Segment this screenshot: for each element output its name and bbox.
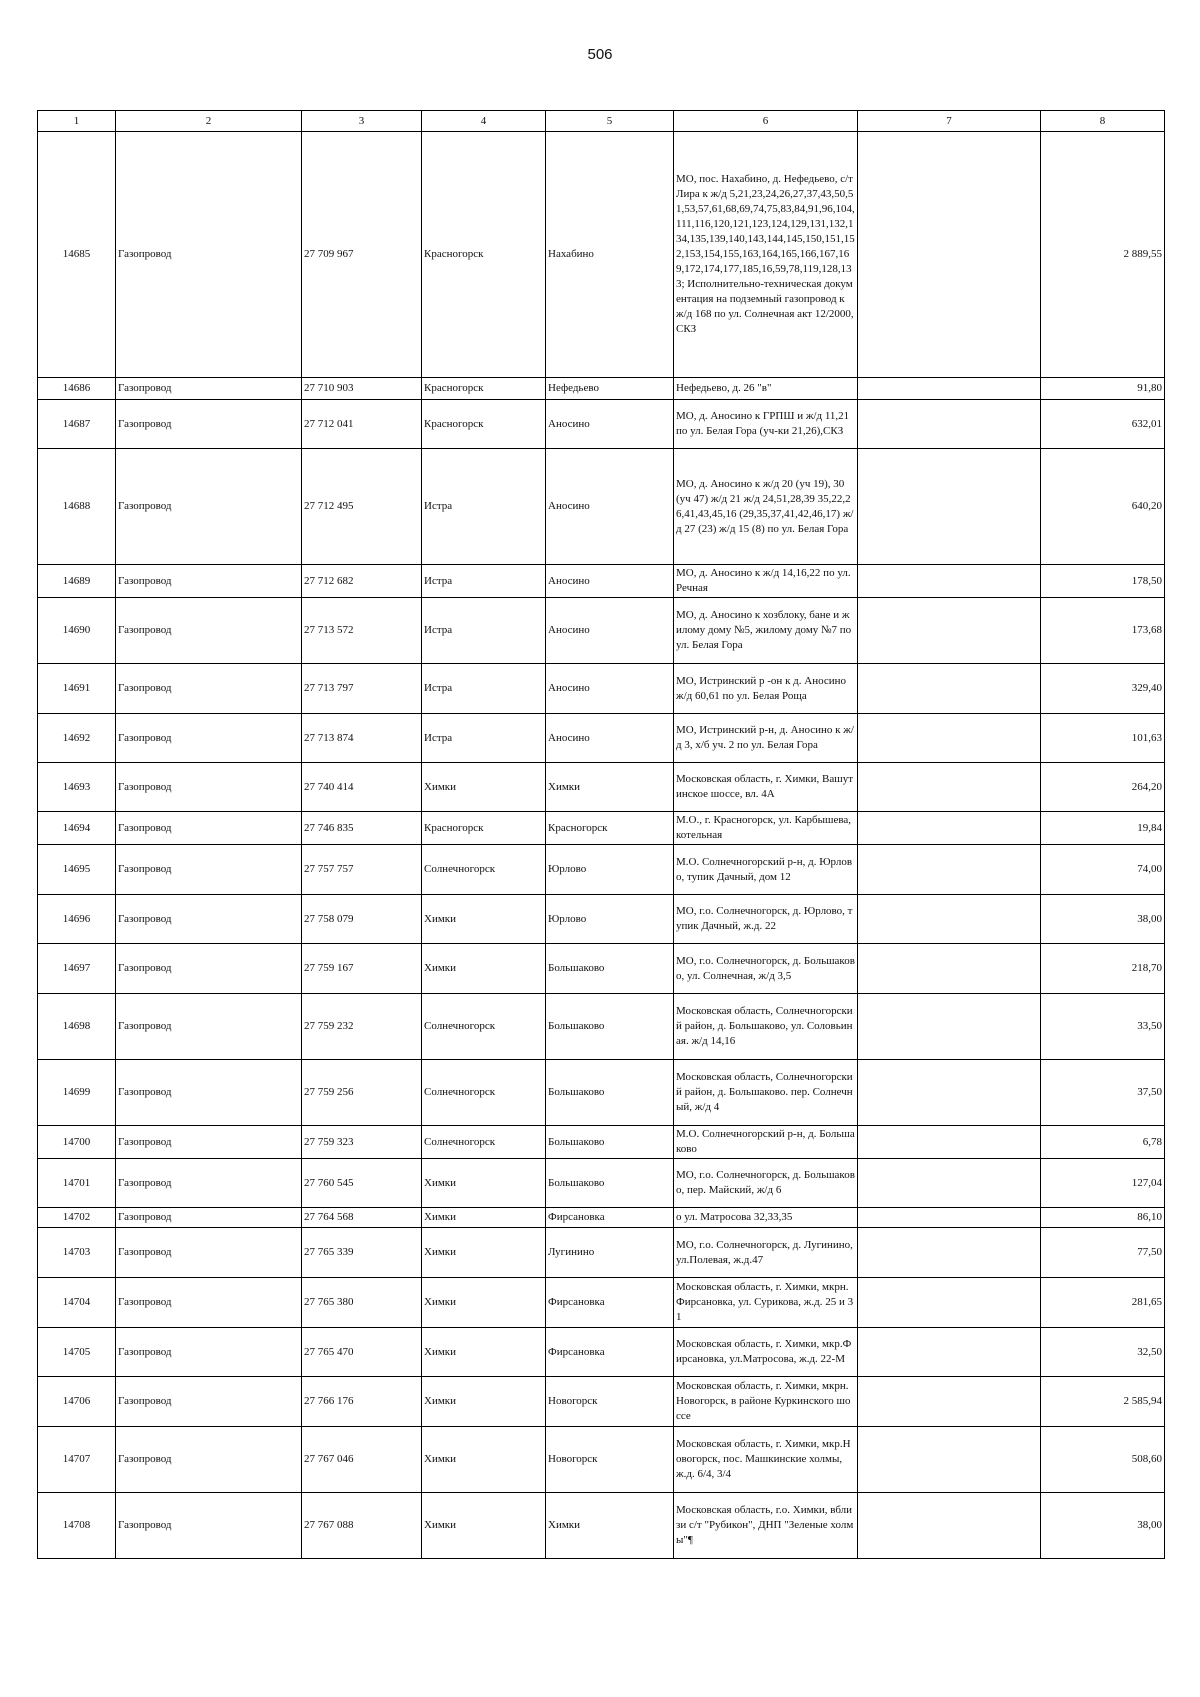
row-number-cell: 14695 (38, 845, 116, 895)
inventory-code-cell: 27 740 414 (302, 763, 422, 812)
locality-cell: Красногорск (546, 812, 674, 845)
column-7-cell (858, 1060, 1041, 1126)
column-7-cell (858, 845, 1041, 895)
object-type-cell: Газопровод (116, 812, 302, 845)
row-number-cell: 14708 (38, 1493, 116, 1559)
object-type-cell: Газопровод (116, 895, 302, 944)
table-row (38, 1126, 1165, 1159)
registry-table (37, 110, 1165, 1559)
row-number-cell: 14705 (38, 1328, 116, 1377)
object-type-cell: Газопровод (116, 378, 302, 400)
inventory-code-cell: 27 712 682 (302, 565, 422, 598)
table-row (38, 812, 1165, 845)
column-header: 2 (116, 111, 302, 132)
address-cell: МО, д. Аносино к хозблоку, бане и жилому дому №5, жилому дому №7 по ул. Белая Гора (674, 598, 858, 664)
column-7-cell (858, 449, 1041, 565)
length-value-cell: 37,50 (1041, 1060, 1165, 1126)
object-type-cell: Газопровод (116, 1208, 302, 1228)
object-type-cell: Газопровод (116, 664, 302, 714)
locality-cell: Фирсановка (546, 1208, 674, 1228)
district-cell: Солнечногорск (422, 994, 546, 1060)
inventory-code-cell: 27 759 323 (302, 1126, 422, 1159)
locality-cell: Большаково (546, 1126, 674, 1159)
row-number-cell: 14685 (38, 132, 116, 378)
address-cell: о ул. Матросова 32,33,35 (674, 1208, 858, 1228)
table-row (38, 1228, 1165, 1278)
inventory-code-cell: 27 767 088 (302, 1493, 422, 1559)
column-7-cell (858, 1208, 1041, 1228)
object-type-cell: Газопровод (116, 714, 302, 763)
district-cell: Химки (422, 763, 546, 812)
inventory-code-cell: 27 713 874 (302, 714, 422, 763)
locality-cell: Аносино (546, 565, 674, 598)
length-value-cell: 19,84 (1041, 812, 1165, 845)
address-cell: Московская область, г.о. Химки, вблизи с/т "Рубикон", ДНП "Зеленые холмы"¶ (674, 1493, 858, 1559)
district-cell: Химки (422, 1278, 546, 1328)
locality-cell: Аносино (546, 664, 674, 714)
row-number-cell: 14703 (38, 1228, 116, 1278)
row-number-cell: 14698 (38, 994, 116, 1060)
object-type-cell: Газопровод (116, 132, 302, 378)
inventory-code-cell: 27 767 046 (302, 1427, 422, 1493)
table-row (38, 1278, 1165, 1328)
district-cell: Химки (422, 1208, 546, 1228)
length-value-cell: 632,01 (1041, 400, 1165, 449)
object-type-cell: Газопровод (116, 1278, 302, 1328)
row-number-cell: 14688 (38, 449, 116, 565)
object-type-cell: Газопровод (116, 565, 302, 598)
address-cell: МО, г.о. Солнечногорск, д. Большаково, ул. Солнечная, ж/д 3,5 (674, 944, 858, 994)
length-value-cell: 264,20 (1041, 763, 1165, 812)
table-row (38, 944, 1165, 994)
locality-cell: Аносино (546, 400, 674, 449)
length-value-cell: 2 889,55 (1041, 132, 1165, 378)
object-type-cell: Газопровод (116, 400, 302, 449)
row-number-cell: 14699 (38, 1060, 116, 1126)
inventory-code-cell: 27 760 545 (302, 1159, 422, 1208)
address-cell: Московская область, г. Химки, Вашутинское шоссе, вл. 4А (674, 763, 858, 812)
object-type-cell: Газопровод (116, 449, 302, 565)
inventory-code-cell: 27 764 568 (302, 1208, 422, 1228)
page-number: 506 (587, 46, 613, 63)
locality-cell: Нахабино (546, 132, 674, 378)
length-value-cell: 74,00 (1041, 845, 1165, 895)
district-cell: Красногорск (422, 132, 546, 378)
inventory-code-cell: 27 710 903 (302, 378, 422, 400)
address-cell: МО, г.о. Солнечногорск, д. Юрлово, тупик Дачный, ж.д. 22 (674, 895, 858, 944)
object-type-cell: Газопровод (116, 598, 302, 664)
locality-cell: Большаково (546, 1159, 674, 1208)
address-cell: М.О. Солнечногорский р-н, д. Большаково (674, 1126, 858, 1159)
address-cell: Московская область, г. Химки, мкрн. Новогорск, в районе Куркинского шоссе (674, 1377, 858, 1427)
locality-cell: Новогорск (546, 1427, 674, 1493)
length-value-cell: 2 585,94 (1041, 1377, 1165, 1427)
locality-cell: Аносино (546, 598, 674, 664)
column-7-cell (858, 714, 1041, 763)
district-cell: Солнечногорск (422, 1126, 546, 1159)
table-row (38, 400, 1165, 449)
length-value-cell: 32,50 (1041, 1328, 1165, 1377)
locality-cell: Аносино (546, 449, 674, 565)
column-7-cell (858, 1377, 1041, 1427)
address-cell: МО, Истринский р -он к д. Аносино ж/д 60,61 по ул. Белая Роща (674, 664, 858, 714)
locality-cell: Юрлово (546, 845, 674, 895)
address-cell: МО, д. Аносино к ж/д 14,16,22 по ул. Речная (674, 565, 858, 598)
inventory-code-cell: 27 712 495 (302, 449, 422, 565)
address-cell: М.О., г. Красногорск, ул. Карбышева, котельная (674, 812, 858, 845)
inventory-code-cell: 27 712 041 (302, 400, 422, 449)
length-value-cell: 329,40 (1041, 664, 1165, 714)
district-cell: Химки (422, 1493, 546, 1559)
length-value-cell: 127,04 (1041, 1159, 1165, 1208)
locality-cell: Химки (546, 1493, 674, 1559)
table-row (38, 1377, 1165, 1427)
address-cell: МО, пос. Нахабино, д. Нефедьево, с/т Лира к ж/д 5,21,23,24,26,27,37,43,50,51,53,57,61,68,69,74,75,83,84,91,96,104,111,116,120,121,123,124,129,131,132,134,135,139,140,143,144,145,150,151,152,153,154,155,163,164,165,166,167,169,172,174,177,185,16,59,78,119,128,133; Исполнительно-техническая документация на подземный газопровод к ж/д 168 по ул. Солнечная акт 12/2000,СКЗ (674, 132, 858, 378)
length-value-cell: 178,50 (1041, 565, 1165, 598)
district-cell: Красногорск (422, 812, 546, 845)
row-number-cell: 14697 (38, 944, 116, 994)
row-number-cell: 14687 (38, 400, 116, 449)
column-header: 5 (546, 111, 674, 132)
column-7-cell (858, 1278, 1041, 1328)
column-7-cell (858, 132, 1041, 378)
column-header: 4 (422, 111, 546, 132)
row-number-cell: 14690 (38, 598, 116, 664)
column-7-cell (858, 944, 1041, 994)
column-7-cell (858, 812, 1041, 845)
address-cell: Московская область, г. Химки, мкрн. Фирсановка, ул. Сурикова, ж.д. 25 и 31 (674, 1278, 858, 1328)
column-7-cell (858, 664, 1041, 714)
locality-cell: Новогорск (546, 1377, 674, 1427)
locality-cell: Большаково (546, 1060, 674, 1126)
row-number-cell: 14700 (38, 1126, 116, 1159)
address-cell: Московская область, Солнечногорский район, д. Большаково. пер. Солнечный, ж/д 4 (674, 1060, 858, 1126)
object-type-cell: Газопровод (116, 1427, 302, 1493)
address-cell: Московская область, г. Химки, мкр.Новогорск, пос. Машкинские холмы, ж.д. 6/4, 3/4 (674, 1427, 858, 1493)
column-7-cell (858, 1493, 1041, 1559)
locality-cell: Большаково (546, 994, 674, 1060)
length-value-cell: 173,68 (1041, 598, 1165, 664)
inventory-code-cell: 27 759 256 (302, 1060, 422, 1126)
address-cell: МО, д. Аносино к ж/д 20 (уч 19), 30 (уч 47) ж/д 21 ж/д 24,51,28,39 35,22,26,41,43,45,16 (29,35,37,41,42,46,17) ж/д 27 (23) ж/д 15 (8) по ул. Белая Гора (674, 449, 858, 565)
object-type-cell: Газопровод (116, 1126, 302, 1159)
length-value-cell: 281,65 (1041, 1278, 1165, 1328)
object-type-cell: Газопровод (116, 1060, 302, 1126)
table-row (38, 1328, 1165, 1377)
length-value-cell: 86,10 (1041, 1208, 1165, 1228)
address-cell: Нефедьево, д. 26 "в" (674, 378, 858, 400)
row-number-cell: 14691 (38, 664, 116, 714)
row-number-cell: 14689 (38, 565, 116, 598)
inventory-code-cell: 27 746 835 (302, 812, 422, 845)
address-cell: МО, Истринский р-н, д. Аносино к ж/д 3, х/б уч. 2 по ул. Белая Гора (674, 714, 858, 763)
row-number-cell: 14701 (38, 1159, 116, 1208)
inventory-code-cell: 27 713 572 (302, 598, 422, 664)
length-value-cell: 33,50 (1041, 994, 1165, 1060)
locality-cell: Большаково (546, 944, 674, 994)
district-cell: Красногорск (422, 400, 546, 449)
locality-cell: Лугинино (546, 1228, 674, 1278)
length-value-cell: 640,20 (1041, 449, 1165, 565)
column-7-cell (858, 378, 1041, 400)
length-value-cell: 91,80 (1041, 378, 1165, 400)
locality-cell: Химки (546, 763, 674, 812)
inventory-code-cell: 27 758 079 (302, 895, 422, 944)
object-type-cell: Газопровод (116, 1493, 302, 1559)
inventory-code-cell: 27 709 967 (302, 132, 422, 378)
address-cell: МО, г.о. Солнечногорск, д. Большаково, пер. Майский, ж/д 6 (674, 1159, 858, 1208)
length-value-cell: 38,00 (1041, 895, 1165, 944)
inventory-code-cell: 27 765 380 (302, 1278, 422, 1328)
column-7-cell (858, 598, 1041, 664)
row-number-cell: 14693 (38, 763, 116, 812)
district-cell: Химки (422, 895, 546, 944)
table-row (38, 132, 1165, 378)
table-row (38, 449, 1165, 565)
district-cell: Химки (422, 944, 546, 994)
table-row (38, 1159, 1165, 1208)
district-cell: Истра (422, 714, 546, 763)
row-number-cell: 14702 (38, 1208, 116, 1228)
inventory-code-cell: 27 713 797 (302, 664, 422, 714)
column-7-cell (858, 400, 1041, 449)
length-value-cell: 38,00 (1041, 1493, 1165, 1559)
inventory-code-cell: 27 765 470 (302, 1328, 422, 1377)
locality-cell: Юрлово (546, 895, 674, 944)
inventory-code-cell: 27 766 176 (302, 1377, 422, 1427)
object-type-cell: Газопровод (116, 1228, 302, 1278)
district-cell: Химки (422, 1228, 546, 1278)
column-7-cell (858, 565, 1041, 598)
header-row (38, 111, 1165, 132)
row-number-cell: 14706 (38, 1377, 116, 1427)
column-header: 8 (1041, 111, 1165, 132)
address-cell: М.О. Солнечногорский р-н, д. Юрлово, тупик Дачный, дом 12 (674, 845, 858, 895)
length-value-cell: 77,50 (1041, 1228, 1165, 1278)
table-row (38, 1060, 1165, 1126)
column-7-cell (858, 1427, 1041, 1493)
address-cell: Московская область, г. Химки, мкр.Фирсановка, ул.Матросова, ж.д. 22-М (674, 1328, 858, 1377)
row-number-cell: 14707 (38, 1427, 116, 1493)
address-cell: МО, д. Аносино к ГРПШ и ж/д 11,21 по ул. Белая Гора (уч-ки 21,26),СКЗ (674, 400, 858, 449)
column-header: 7 (858, 111, 1041, 132)
object-type-cell: Газопровод (116, 994, 302, 1060)
object-type-cell: Газопровод (116, 1377, 302, 1427)
column-header: 3 (302, 111, 422, 132)
column-7-cell (858, 994, 1041, 1060)
district-cell: Химки (422, 1377, 546, 1427)
table-row (38, 763, 1165, 812)
table-row (38, 1427, 1165, 1493)
locality-cell: Нефедьево (546, 378, 674, 400)
district-cell: Солнечногорск (422, 845, 546, 895)
district-cell: Истра (422, 449, 546, 565)
district-cell: Истра (422, 664, 546, 714)
locality-cell: Фирсановка (546, 1278, 674, 1328)
table-row (38, 598, 1165, 664)
object-type-cell: Газопровод (116, 1328, 302, 1377)
column-7-cell (858, 1126, 1041, 1159)
table-row (38, 565, 1165, 598)
row-number-cell: 14692 (38, 714, 116, 763)
inventory-code-cell: 27 759 167 (302, 944, 422, 994)
inventory-code-cell: 27 765 339 (302, 1228, 422, 1278)
length-value-cell: 508,60 (1041, 1427, 1165, 1493)
column-7-cell (858, 1228, 1041, 1278)
column-7-cell (858, 1159, 1041, 1208)
district-cell: Химки (422, 1427, 546, 1493)
row-number-cell: 14696 (38, 895, 116, 944)
district-cell: Истра (422, 598, 546, 664)
locality-cell: Фирсановка (546, 1328, 674, 1377)
inventory-code-cell: 27 759 232 (302, 994, 422, 1060)
table-row (38, 895, 1165, 944)
address-cell: Московская область, Солнечногорский район, д. Большаково, ул. Соловьиная. ж/д 14,16 (674, 994, 858, 1060)
district-cell: Химки (422, 1328, 546, 1377)
length-value-cell: 6,78 (1041, 1126, 1165, 1159)
table-row (38, 378, 1165, 400)
locality-cell: Аносино (546, 714, 674, 763)
table-row (38, 664, 1165, 714)
length-value-cell: 101,63 (1041, 714, 1165, 763)
district-cell: Истра (422, 565, 546, 598)
length-value-cell: 218,70 (1041, 944, 1165, 994)
table-row (38, 1208, 1165, 1228)
column-header: 6 (674, 111, 858, 132)
district-cell: Красногорск (422, 378, 546, 400)
object-type-cell: Газопровод (116, 944, 302, 994)
table-row (38, 714, 1165, 763)
table-row (38, 994, 1165, 1060)
column-7-cell (858, 763, 1041, 812)
row-number-cell: 14704 (38, 1278, 116, 1328)
row-number-cell: 14694 (38, 812, 116, 845)
object-type-cell: Газопровод (116, 845, 302, 895)
row-number-cell: 14686 (38, 378, 116, 400)
district-cell: Солнечногорск (422, 1060, 546, 1126)
column-header: 1 (38, 111, 116, 132)
column-7-cell (858, 1328, 1041, 1377)
table-row (38, 845, 1165, 895)
inventory-code-cell: 27 757 757 (302, 845, 422, 895)
table-row (38, 1493, 1165, 1559)
column-7-cell (858, 895, 1041, 944)
district-cell: Химки (422, 1159, 546, 1208)
address-cell: МО, г.о. Солнечногорск, д. Лугинино, ул.Полевая, ж.д.47 (674, 1228, 858, 1278)
object-type-cell: Газопровод (116, 763, 302, 812)
object-type-cell: Газопровод (116, 1159, 302, 1208)
